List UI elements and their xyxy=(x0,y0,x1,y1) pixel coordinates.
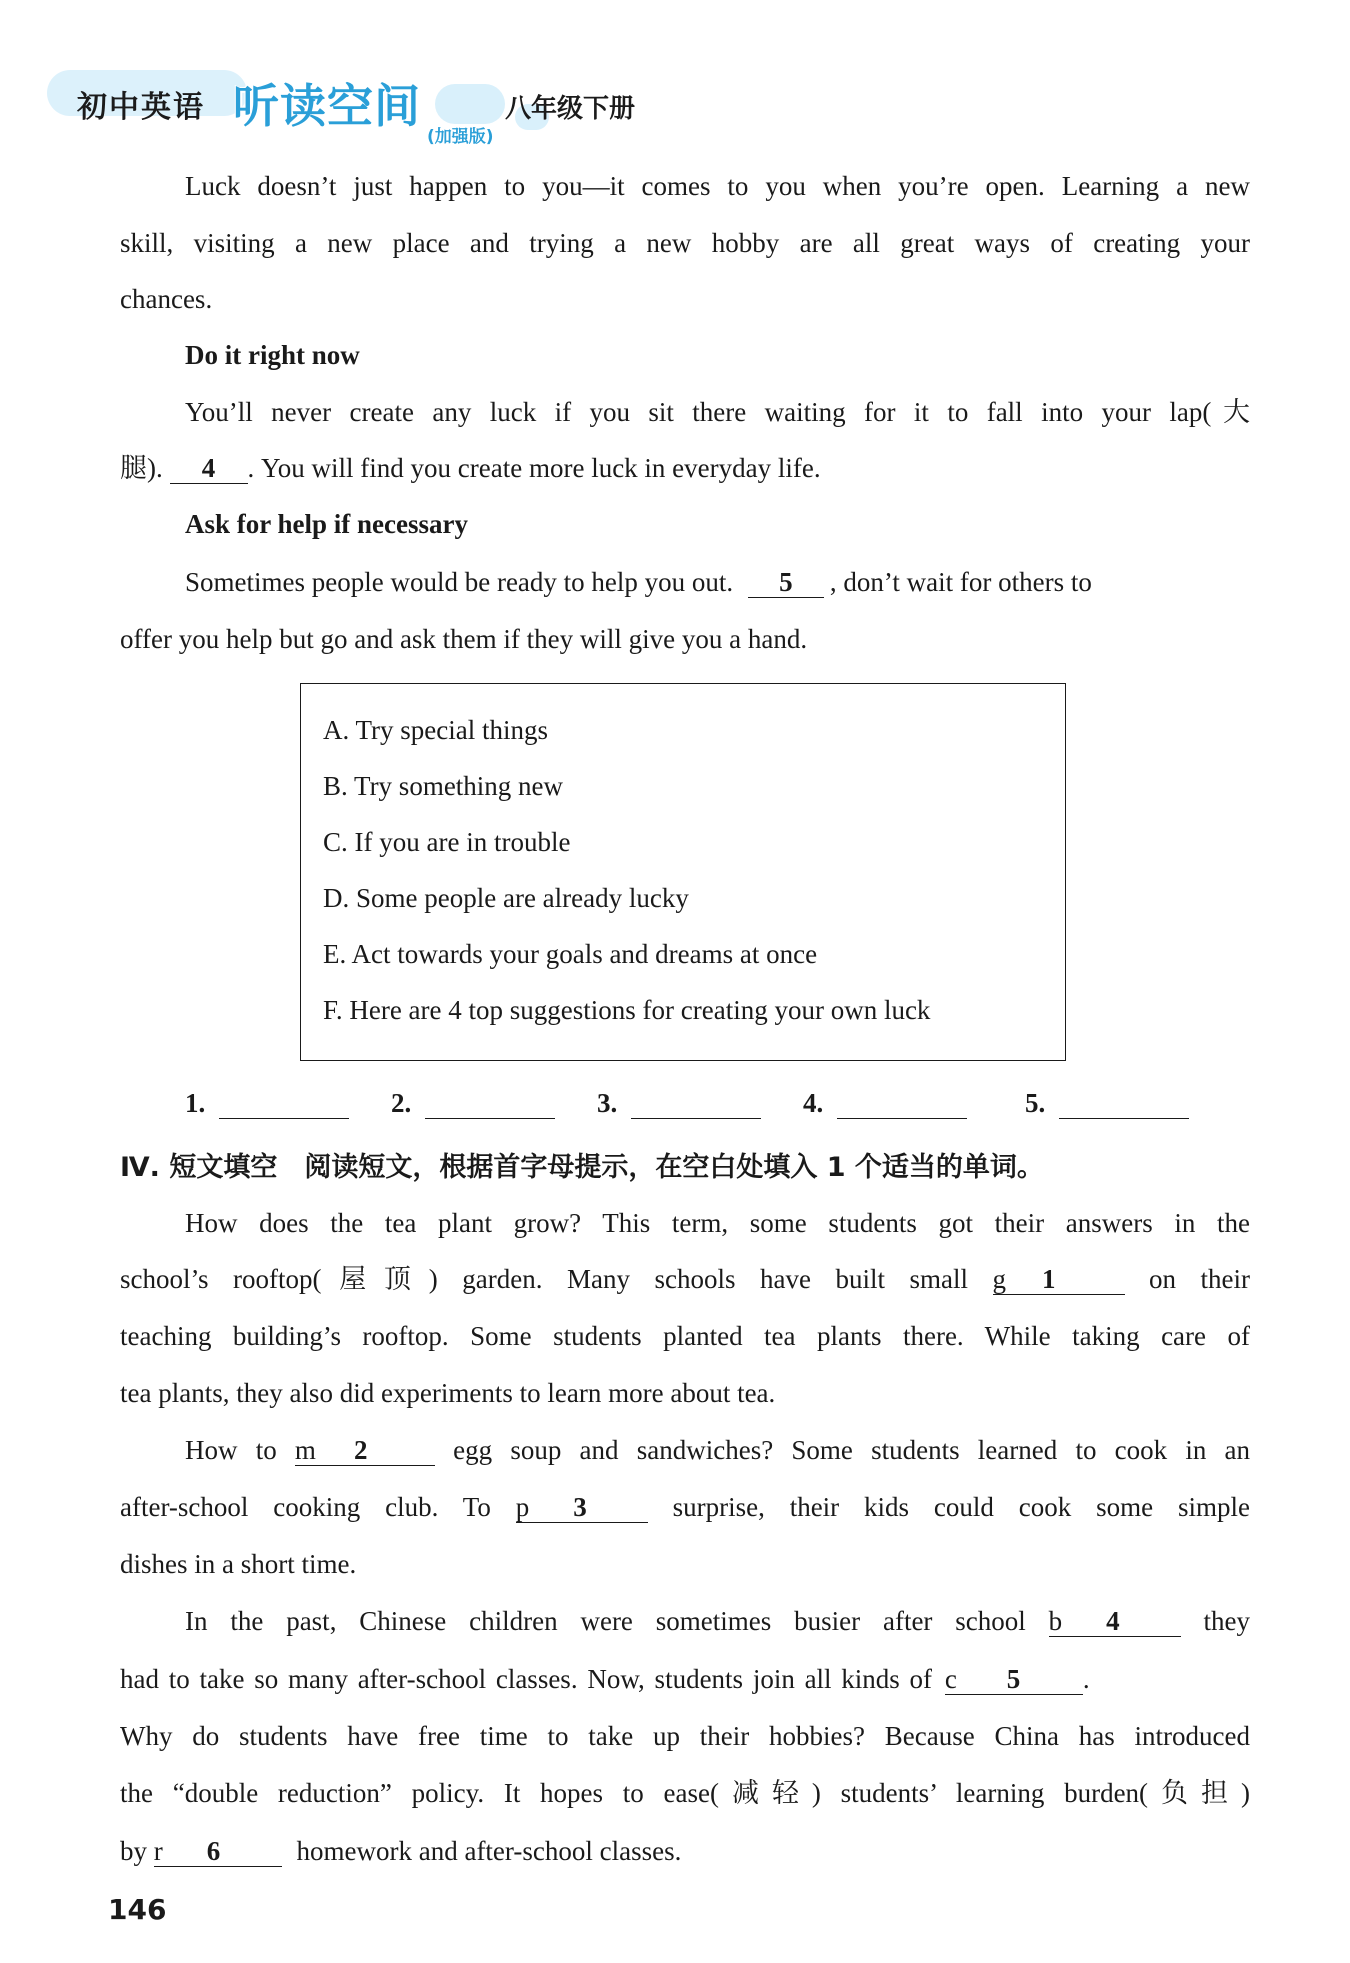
page-header xyxy=(55,70,955,150)
blank-number: 3 xyxy=(573,1492,587,1522)
paragraph-line xyxy=(120,1834,1250,1868)
text-fragment: they xyxy=(1203,1606,1250,1636)
text-fragment: 腿). xyxy=(120,453,163,483)
option-d: D. Some people are already lucky xyxy=(323,883,689,913)
text-fragment: , don’t wait for others to xyxy=(829,567,1092,597)
text-fragment: had to take so many after-school classes. Now, students join all kinds of xyxy=(120,1664,933,1694)
paragraph-line: teaching building’s rooftop. Some students planted tea plants there. While taking care of xyxy=(120,1321,1250,1351)
text-fragment: on their xyxy=(1149,1264,1251,1294)
answer-slot-1[interactable] xyxy=(185,1088,349,1119)
paragraph-line xyxy=(185,1433,1250,1467)
paragraph-line: dishes in a short time. xyxy=(120,1549,357,1579)
text-fragment: after-school cooking club. To xyxy=(120,1492,491,1522)
text-fragment: . xyxy=(1082,1664,1090,1694)
answer-blank-c5[interactable] xyxy=(945,1664,1083,1695)
paragraph-line xyxy=(120,451,1250,485)
book-series-title: 初中英语 xyxy=(77,90,205,125)
blank-number: 1 xyxy=(1042,1264,1056,1294)
text-fragment: by xyxy=(120,1836,147,1866)
option-c: C. If you are in trouble xyxy=(323,827,571,857)
blank-number: 6 xyxy=(206,1836,221,1866)
answer-number: 5. xyxy=(1025,1088,1046,1118)
section-iv-title: Ⅳ. 短文填空 阅读短文，根据首字母提示，在空白处填入 1 个适当的单词。 xyxy=(120,1152,1044,1183)
paragraph-line xyxy=(120,1490,1250,1524)
paragraph-line xyxy=(120,1262,1250,1296)
answer-blank-g1[interactable] xyxy=(993,1264,1125,1295)
section-heading: Do it right now xyxy=(185,340,360,370)
answer-number: 4. xyxy=(803,1088,824,1118)
hint-letter: g xyxy=(992,1264,1006,1294)
hint-letter: r xyxy=(153,1836,163,1866)
option-e: E. Act towards your goals and dreams at once xyxy=(323,939,818,969)
blank-number: 4 xyxy=(1106,1606,1120,1636)
book-edition: (加强版) xyxy=(427,127,494,147)
blank-number: 5 xyxy=(1006,1664,1021,1694)
paragraph-line: tea plants, they also did experiments to learn more about tea. xyxy=(120,1378,776,1408)
paragraph-line xyxy=(185,1604,1250,1638)
header-cloud-decoration xyxy=(435,84,505,124)
text-fragment: In the past, Chinese children were sometimes busier after school xyxy=(185,1606,1026,1636)
answer-row xyxy=(185,1088,1215,1128)
option-b: B. Try something new xyxy=(323,771,564,801)
option-f: F. Here are 4 top suggestions for creating your own luck xyxy=(323,995,931,1025)
paragraph-line: skill, visiting a new place and trying a new hobby are all great ways of creating your xyxy=(120,228,1250,258)
option-a: A. Try special things xyxy=(323,715,549,745)
answer-number: 3. xyxy=(597,1088,618,1118)
paragraph-line: How does the tea plant grow? This term, some students got their answers in the xyxy=(185,1208,1250,1238)
hint-letter: p xyxy=(515,1492,530,1522)
answer-slot-2[interactable] xyxy=(391,1088,555,1119)
paragraph-line: You’ll never create any luck if you sit there waiting for it to fall into your lap(大 xyxy=(185,397,1250,427)
paragraph-line: Luck doesn’t just happen to you—it comes to you when you’re open. Learning a new xyxy=(185,171,1250,201)
paragraph-line: offer you help but go and ask them if they will give you a hand. xyxy=(120,624,808,654)
text-fragment: . You will find you create more luck in everyday life. xyxy=(247,453,821,483)
answer-line[interactable] xyxy=(425,1088,555,1119)
text-fragment: surprise, their kids could cook some simple xyxy=(672,1492,1250,1522)
answer-line[interactable] xyxy=(1059,1088,1189,1119)
hint-letter: b xyxy=(1048,1606,1063,1636)
answer-number: 1. xyxy=(185,1088,206,1118)
text-fragment: Sometimes people would be ready to help you out. xyxy=(185,567,734,597)
paragraph-line: the “double reduction” policy. It hopes to ease(减轻) students’ learning burden(负担) xyxy=(120,1778,1250,1808)
answer-blank-b4[interactable] xyxy=(1049,1606,1181,1637)
text-fragment: school’s rooftop(屋顶) garden. Many schools have built small xyxy=(120,1264,968,1294)
answer-blank-r6[interactable] xyxy=(154,1836,282,1867)
paragraph-line xyxy=(185,565,1250,599)
answer-blank-5[interactable]: 5 xyxy=(748,567,824,598)
text-fragment: homework and after-school classes. xyxy=(296,1836,682,1866)
options-box xyxy=(300,683,1066,1061)
text-fragment: How to xyxy=(185,1435,277,1465)
page-number: 146 xyxy=(108,1893,167,1926)
answer-line[interactable] xyxy=(219,1088,349,1119)
paragraph-line: chances. xyxy=(120,284,213,314)
answer-slot-5[interactable] xyxy=(1025,1088,1189,1119)
paragraph-line xyxy=(120,1662,1250,1696)
section-heading: Ask for help if necessary xyxy=(185,509,468,539)
answer-blank-4[interactable]: 4 xyxy=(170,453,248,484)
answer-slot-4[interactable] xyxy=(803,1088,967,1119)
hint-letter: c xyxy=(944,1664,957,1694)
book-grade: 八年级下册 xyxy=(505,94,636,124)
answer-number: 2. xyxy=(391,1088,412,1118)
answer-slot-3[interactable] xyxy=(597,1088,761,1119)
book-brand-logo: 听读空间 xyxy=(233,79,421,133)
text-fragment: egg soup and sandwiches? Some students learned to cook in an xyxy=(453,1435,1251,1465)
paragraph-line: Why do students have free time to take up their hobbies? Because China has introduced xyxy=(120,1721,1250,1751)
answer-blank-p3[interactable] xyxy=(516,1492,648,1523)
answer-line[interactable] xyxy=(837,1088,967,1119)
blank-number: 2 xyxy=(353,1435,368,1465)
hint-letter: m xyxy=(294,1435,316,1465)
answer-blank-m2[interactable] xyxy=(295,1435,435,1466)
answer-line[interactable] xyxy=(631,1088,761,1119)
